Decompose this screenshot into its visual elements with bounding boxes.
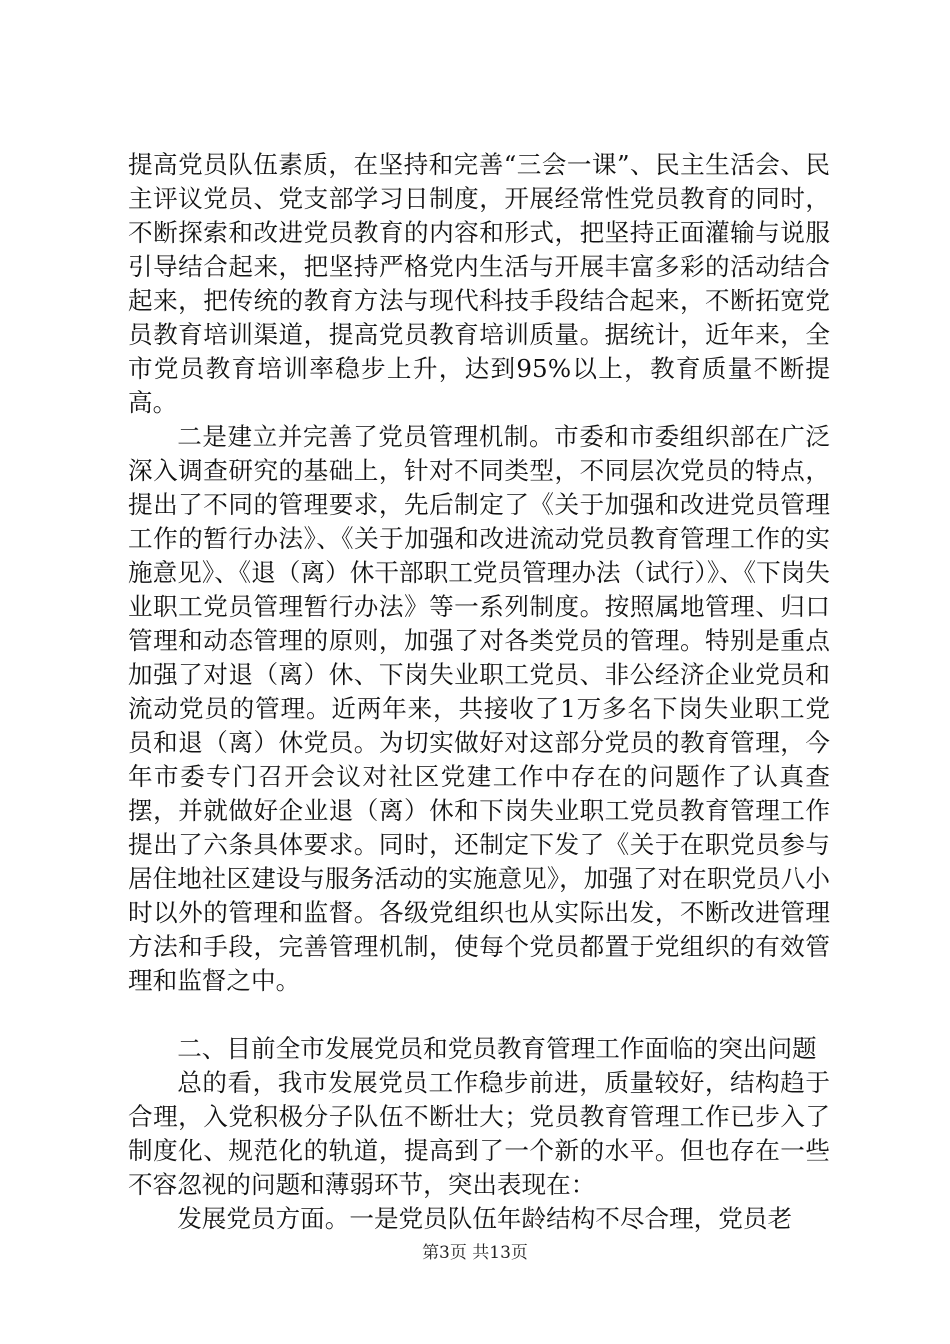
paragraph-overall-assessment: 总的看，我市发展党员工作稳步前进，质量较好，结构趋于合理，入党积极分子队伍不断壮大；党员教育管理工作已步入了制度化、规范化的轨道，提高到了一个新的水平。但也存在一些不容忽视的问题和薄弱环节，突出表现在： — [128, 1068, 830, 1199]
paragraph-member-development: 发展党员方面。一是党员队伍年龄结构不尽合理，党员老 — [177, 1204, 793, 1233]
paragraph-party-member-management: 二是建立并完善了党员管理机制。市委和市委组织部在广泛深入调查研究的基础上，针对不同类型，不同层次党员的特点，提出了不同的管理要求，先后制定了《关于加强和改进党员管理工作的暂行办法》、《关于加强和改进流动党员教育管理工作的实施意见》、《退（离）休干部职工党员管理办法（试行）》、《下岗失业职工党员管理暂行办法》等一系列制度。按照属地管理、归口管理和动态管理的原则，加强了对各类党员的管理。特别是重点加强了对退（离）休、下岗失业职工党员、非公经济企业党员和流动党员的管理。近两年来，共接收了1万多名下岗失业职工党员和退（离）休党员。为切实做好对这部分党员的教育管理，今年市委专门召开会议对社区党建工作中存在的问题作了认真查摆，并就做好企业退（离）休和下岗失业职工党员教育管理工作提出了六条具体要求。同时，还制定下发了《关于在职党员参与居住地社区建设与服务活动的实施意见》，加强了对在职党员八小时以外的管理和监督。各级党组织也从实际出发，不断改进管理方法和手段，完善管理机制，使每个党员都置于党组织的有效管理和监督之中。 — [128, 422, 830, 995]
document-body — [128, 148, 830, 1236]
page-number-footer: 第3页 共13页 — [422, 1243, 528, 1263]
section-heading-problems: 二、目前全市发展党员和党员教育管理工作面临的突出问题 — [177, 1034, 817, 1063]
paragraph-party-education-quality: 提高党员队伍素质，在坚持和完善“三会一课”、民主生活会、民主评议党员、党支部学习日制度，开展经常性党员教育的同时，不断探索和改进党员教育的内容和形式，把坚持正面灌输与说服引导结合起来，把坚持严格党内生活与开展丰富多彩的活动结合起来，把传统的教育方法与现代科技手段结合起来，不断拓宽党员教育培训渠道，提高党员教育培训质量。据统计，近年来，全市党员教育培训率稳步上升，达到95%以上，教育质量不断提高。 — [128, 150, 830, 417]
